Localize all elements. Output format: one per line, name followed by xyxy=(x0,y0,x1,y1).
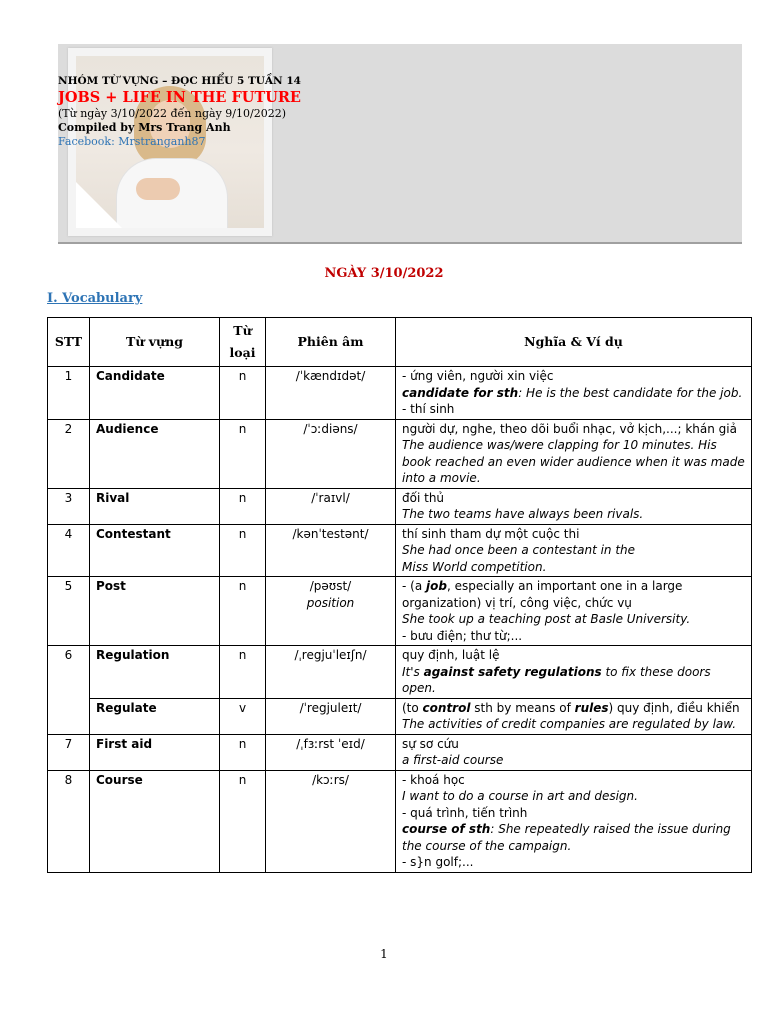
facebook-link[interactable]: Facebook: Mrstranganh87 xyxy=(58,135,206,148)
table-row xyxy=(48,646,752,699)
row-ipa: /kənˈtestənt/ xyxy=(266,524,396,577)
row-meaning: sự sơ cứu a first-aid course xyxy=(396,734,752,770)
row-type: n xyxy=(220,524,266,577)
row-ipa: /ˈraɪvl/ xyxy=(266,488,396,524)
section-heading[interactable]: I. Vocabulary xyxy=(47,291,143,306)
row-word: Candidate xyxy=(90,367,220,420)
table-row xyxy=(48,577,752,646)
row-word: Regulate xyxy=(90,698,220,734)
row-word: Contestant xyxy=(90,524,220,577)
table-row xyxy=(48,488,752,524)
row-type: n xyxy=(220,419,266,488)
row-meaning: - ứng viên, người xin việc candidate for sth: He is the best candidate for the job. - thí sinh xyxy=(396,367,752,420)
header-word: Từ vựng xyxy=(90,318,220,367)
table-row xyxy=(48,419,752,488)
row-type: n xyxy=(220,734,266,770)
row-number: 8 xyxy=(48,770,90,872)
table-row xyxy=(48,734,752,770)
row-meaning: người dự, nghe, theo dõi buổi nhạc, vở kịch,...; khán giả The audience was/were clapping for 10 minutes. His book reached an even wider audience when it was made into a movie. xyxy=(396,419,752,488)
row-number: 4 xyxy=(48,524,90,577)
row-type: n xyxy=(220,646,266,699)
vocabulary-table xyxy=(47,317,752,873)
row-word: First aid xyxy=(90,734,220,770)
row-meaning: (to control sth by means of rules) quy định, điều khiển The activities of credit companies are regulated by law. xyxy=(396,698,752,734)
row-number: 1 xyxy=(48,367,90,420)
header-type: Từ loại xyxy=(220,318,266,367)
date-range: (Từ ngày 3/10/2022 đến ngày 9/10/2022) xyxy=(58,107,286,120)
table-row xyxy=(48,770,752,872)
table-row xyxy=(48,524,752,577)
header-text xyxy=(58,74,301,149)
header-no: STT xyxy=(48,318,90,367)
row-number: 7 xyxy=(48,734,90,770)
row-meaning: quy định, luật lệ It's against safety regulations to fix these doors open. xyxy=(396,646,752,699)
compiled-by: Compiled by Mrs Trang Anh xyxy=(58,121,231,134)
row-ipa: /ˈkændɪdət/ xyxy=(266,367,396,420)
page-number: 1 xyxy=(380,947,388,961)
header-meaning: Nghĩa & Ví dụ xyxy=(396,318,752,367)
row-number: 3 xyxy=(48,488,90,524)
header-ipa: Phiên âm xyxy=(266,318,396,367)
row-number: 2 xyxy=(48,419,90,488)
row-ipa: /ˌfɜːrst ˈeɪd/ xyxy=(266,734,396,770)
row-meaning: - khoá học I want to do a course in art and design. - quá trình, tiến trình course of sth: She repeatedly raised the issue during the course of the campaign. - s}n golf;... xyxy=(396,770,752,872)
row-meaning: thí sinh tham dự một cuộc thi She had once been a contestant in the Miss World competition. xyxy=(396,524,752,577)
row-number: 5 xyxy=(48,577,90,646)
row-word: Audience xyxy=(90,419,220,488)
row-type: n xyxy=(220,488,266,524)
row-type: n xyxy=(220,367,266,420)
row-type: n xyxy=(220,770,266,872)
row-word: Course xyxy=(90,770,220,872)
row-word: Rival xyxy=(90,488,220,524)
row-meaning: - (a job, especially an important one in a large organization) vị trí, công việc, chức vụ She took up a teaching post at Basle University. - bưu điện; thư từ;... xyxy=(396,577,752,646)
day-heading: NGÀY 3/10/2022 xyxy=(324,266,444,281)
row-meaning: đối thủ The two teams have always been rivals. xyxy=(396,488,752,524)
row-ipa: /ˌregjuˈleɪʃn/ xyxy=(266,646,396,699)
row-word: Regulation xyxy=(90,646,220,699)
row-ipa: /kɔːrs/ xyxy=(266,770,396,872)
group-title: NHÓM TỪ VỰNG – ĐỌC HIỂU 5 TUẦN 14 xyxy=(58,75,301,87)
row-number: 6 xyxy=(48,646,90,735)
table-header-row xyxy=(48,318,752,367)
row-word: Post xyxy=(90,577,220,646)
row-ipa: /pəʊst/ position xyxy=(266,577,396,646)
row-type: n xyxy=(220,577,266,646)
document-title: JOBS + LIFE IN THE FUTURE xyxy=(58,89,301,106)
row-ipa: /ˈɔːdiəns/ xyxy=(266,419,396,488)
row-type: v xyxy=(220,698,266,734)
table-row xyxy=(48,367,752,420)
table-row xyxy=(48,698,752,734)
row-ipa: /ˈregjuleɪt/ xyxy=(266,698,396,734)
